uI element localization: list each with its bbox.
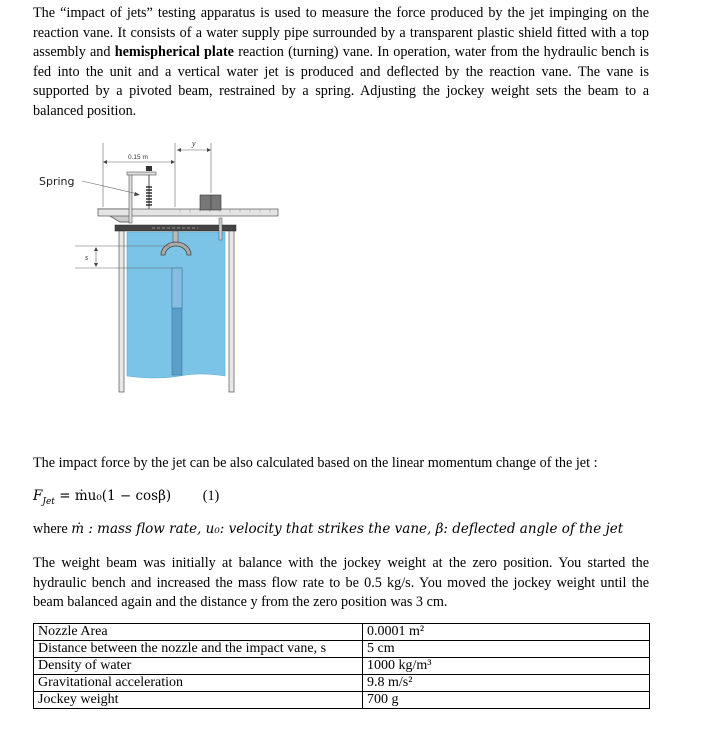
row-value: 0.0001 m² (363, 624, 650, 641)
spring-icon (146, 175, 152, 209)
scenario-paragraph: The weight beam was initially at balance with the jockey weight at the zero position. You started the hydraulic bench and increased the mass flow rate to be 0.5 kg/s. You moved the jockey weight until the beam balanced again and the distance y from the zero position was 3 cm. (33, 555, 649, 611)
m-dot: ṁ (71, 521, 85, 537)
y-label: y (192, 139, 196, 148)
spring-frame-post (129, 173, 132, 223)
intro-paragraph (33, 4, 649, 122)
row-label: Density of water (34, 658, 363, 675)
row-value: 5 cm (363, 641, 650, 658)
intro-text-2: reaction (turning) vane. In operation, water from the hydraulic bench is fed into the unit and a vertical water jet is produced and deflected by the reaction vane. The vane is supported by a pivoted beam, restrained by a spring. Adjusting the jockey weight sets the beam to a balanced position. (33, 44, 649, 119)
table-row (34, 675, 650, 692)
equation-number: (1) (202, 488, 220, 504)
row-label: Gravitational acceleration (34, 675, 363, 692)
spring-label: Spring (39, 175, 75, 188)
row-value: 9.8 m/s² (363, 675, 650, 692)
table-row (34, 641, 650, 658)
right-pole (229, 228, 234, 392)
table-row (34, 624, 650, 641)
where-prefix: where (33, 521, 72, 537)
table-row (34, 692, 650, 709)
row-label: Nozzle Area (34, 624, 363, 641)
impact-of-jets-diagram (30, 130, 290, 420)
s-label: s (85, 253, 89, 262)
where-line (33, 520, 649, 540)
intro-bold: hemispherical plate (114, 44, 234, 61)
given-data-table (33, 623, 650, 709)
equation-sub: Jet (42, 496, 55, 507)
row-value: 700 g (363, 692, 650, 709)
equation-lhs: F (33, 488, 43, 504)
definitions: : mass flow rate, u₀: velocity that strikes the vane, β: deflected angle of the jet (84, 521, 624, 537)
equation-rhs: = ṁu₀(1 − cosβ) (54, 488, 172, 504)
left-pole (119, 228, 124, 392)
row-value: 1000 kg/m³ (363, 658, 650, 675)
weight-beam (98, 209, 278, 216)
equation (33, 487, 649, 512)
momentum-paragraph: The impact force by the jet can be also calculated based on the linear momentum change of the jet : (33, 455, 598, 471)
row-label: Distance between the nozzle and the impact vane, s (34, 641, 363, 658)
jockey-weight (200, 195, 221, 210)
intro-text: The “impact of jets” testing apparatus is used to measure the force produced by the jet impinging on the reaction vane. It consists of a water supply pipe surrounded by a transparent plastic shield fitted with a top assembly and (33, 5, 649, 61)
dimension-label: 0.15 m (128, 154, 148, 161)
table-row (34, 658, 650, 675)
row-label: Jockey weight (34, 692, 363, 709)
top-plate (115, 225, 236, 231)
